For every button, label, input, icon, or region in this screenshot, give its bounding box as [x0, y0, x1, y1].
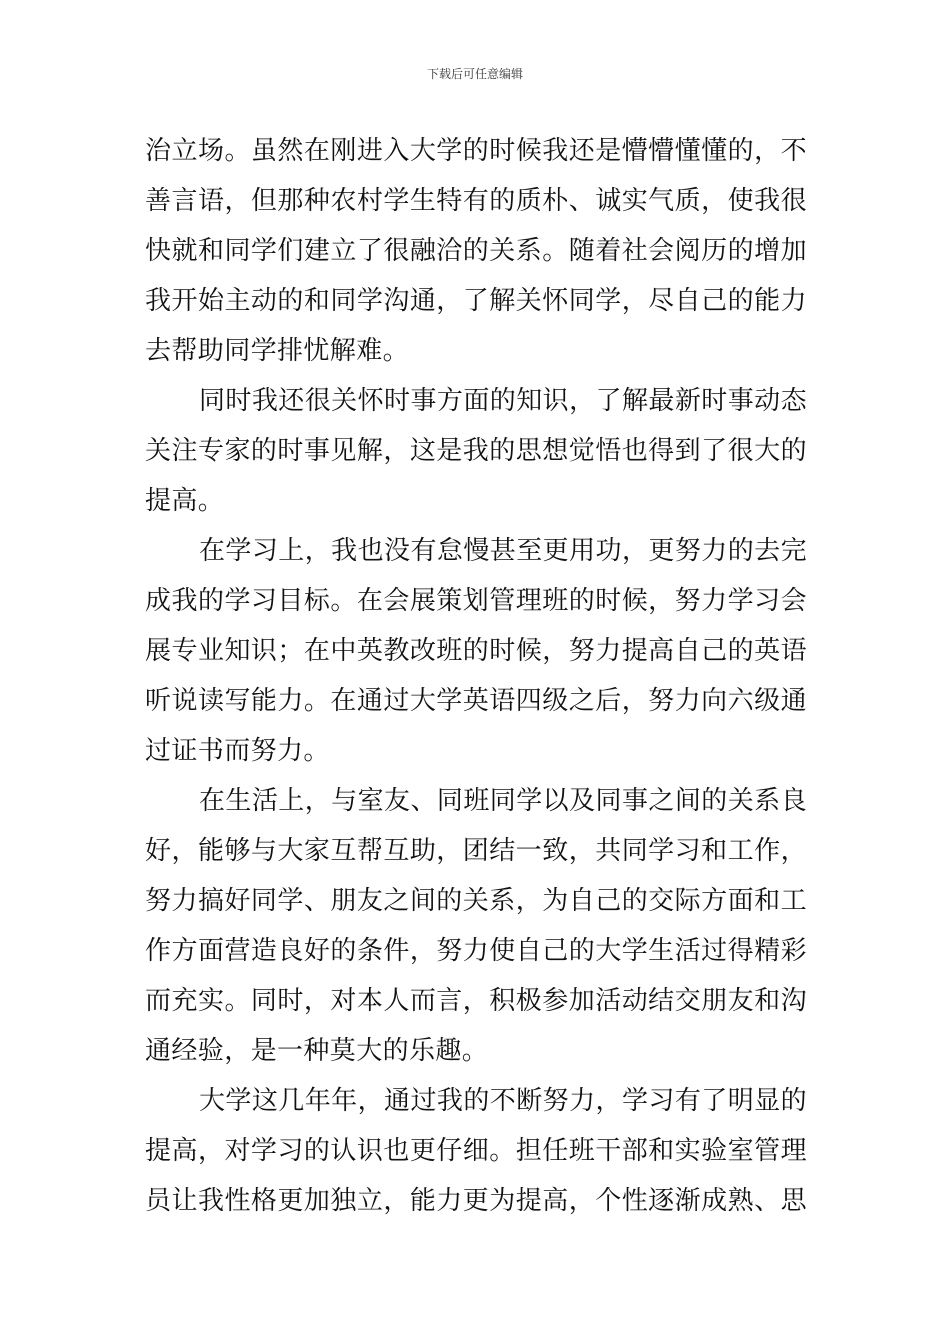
paragraph — [145, 1076, 807, 1226]
text-line: 在生活上，与室友、同班同学以及同事之间的关系良 — [199, 786, 807, 816]
text-line: 快就和同学们建立了很融洽的关系。随着社会阅历的增加 — [145, 236, 807, 266]
text-line: 同时我还很关怀时事方面的知识，了解最新时事动态 — [199, 386, 807, 416]
text-line: 听说读写能力。在通过大学英语四级之后，努力向六级通 — [145, 686, 807, 716]
text-line: 善言语，但那种农村学生特有的质朴、诚实气质，使我很 — [145, 186, 807, 216]
paragraph — [145, 526, 807, 776]
text-line: 努力搞好同学、朋友之间的关系，为自己的交际方面和工 — [145, 886, 807, 916]
text-line: 治立场。虽然在刚进入大学的时候我还是懵懵懂懂的，不 — [145, 136, 807, 166]
text-line: 去帮助同学排忧解难。 — [145, 336, 410, 366]
text-line: 关注专家的时事见解，这是我的思想觉悟也得到了很大的 — [145, 436, 807, 466]
text-line: 展专业知识；在中英教改班的时候，努力提高自己的英语 — [145, 636, 807, 666]
paragraph — [145, 126, 807, 376]
body-text — [145, 126, 807, 1226]
text-line: 作方面营造良好的条件，努力使自己的大学生活过得精彩 — [145, 936, 807, 966]
text-line: 在学习上，我也没有怠慢甚至更用功，更努力的去完 — [199, 536, 807, 566]
header-note: 下载后可任意编辑 — [426, 67, 523, 81]
text-line: 通经验，是一种莫大的乐趣。 — [145, 1036, 489, 1066]
text-line: 好，能够与大家互帮互助，团结一致，共同学习和工作， — [145, 836, 807, 866]
text-line: 成我的学习目标。在会展策划管理班的时候，努力学习会 — [145, 586, 807, 616]
text-line: 大学这几年年，通过我的不断努力，学习有了明显的 — [199, 1086, 807, 1116]
text-line: 提高，对学习的认识也更仔细。担任班干部和实验室管理 — [145, 1136, 807, 1166]
text-line: 过证书而努力。 — [145, 736, 330, 766]
text-line: 我开始主动的和同学沟通，了解关怀同学，尽自己的能力 — [145, 286, 807, 316]
text-line: 员让我性格更加独立，能力更为提高，个性逐渐成熟、思 — [145, 1186, 807, 1216]
text-line: 提高。 — [145, 486, 225, 516]
text-line: 而充实。同时，对本人而言，积极参加活动结交朋友和沟 — [145, 986, 807, 1016]
paragraph — [145, 376, 807, 526]
paragraph — [145, 776, 807, 1076]
